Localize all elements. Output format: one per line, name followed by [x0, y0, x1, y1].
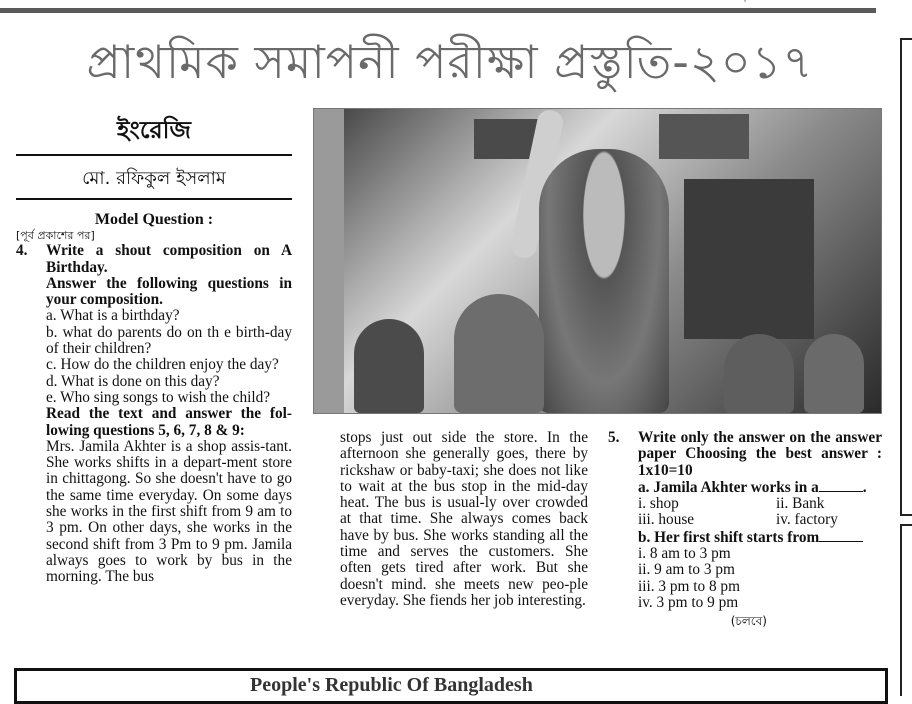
question-5 [608, 430, 882, 630]
sub-question-text: b. Her first shift starts from [638, 528, 820, 546]
photo-child [724, 334, 794, 413]
option-item: ii. 9 am to 3 pm [638, 561, 735, 579]
question-item: b. what do parents do on th e birth-day of their children? [46, 323, 292, 358]
option-item: i. 8 am to 3 pm [638, 545, 731, 563]
option-item: iv. factory [776, 511, 838, 529]
photo-blackboard [684, 179, 814, 339]
sub-question-b [638, 529, 882, 546]
subject-title: ইংরেজি [117, 116, 191, 144]
classroom-photo [313, 108, 882, 414]
sub-question-end: . [862, 478, 867, 496]
option-item: i. shop [638, 495, 679, 513]
option-item: iii. 3 pm to 8 pm [638, 577, 740, 595]
sub-question-text: a. Jamila Akhter works in a [638, 478, 819, 496]
photo-girl [539, 149, 669, 413]
photo-child [454, 294, 544, 413]
question-number: 5. [608, 429, 620, 446]
read-instruction: Read the text and answer the fol-lowing questions 5, 6, 7, 8 & 9: [46, 405, 292, 439]
question-item: c. How do the children enjoy the day? [46, 356, 279, 374]
option-item: ii. Bank [776, 495, 825, 513]
continued-note: (চলবে) [730, 614, 767, 629]
option-item: iv. 3 pm to 9 pm [638, 593, 739, 611]
passage-text: Mrs. Jamila Akhter is a shop assis-tant. She works shifts in a depart-ment store in chittagong. So she doesn't have to go the same time everyday. On some days she works in the first shift from 9 am to 3 pm. On other days, she works in the second shift from 3 Pm to 9 pm. Jamila always goes to work by bus in the morning. The bus [46, 437, 292, 586]
option-item: iii. house [638, 511, 695, 529]
adjacent-column-frame [900, 524, 912, 696]
question-title: Write only the answer on the answer paper Choosing the best answer : 1x10=10 [638, 429, 882, 479]
photo-child [354, 319, 424, 413]
photo-pillar [314, 109, 344, 413]
page-headline: প্রাথমিক সমাপনী পরীক্ষা প্রস্তুতি-২০১৭ [86, 35, 814, 89]
question-number: 4. [16, 242, 28, 260]
author-name: মো. রফিকুল ইসলাম [82, 168, 226, 189]
divider-rule [16, 198, 292, 200]
top-rule [0, 8, 876, 13]
question-4 [16, 243, 292, 585]
options-a [638, 496, 882, 529]
answer-blank [819, 479, 863, 492]
previous-note: [পূর্ব প্রকাশের পর] [16, 229, 95, 243]
sub-question-a [638, 479, 882, 496]
photo-wall-frame [659, 114, 749, 159]
photo-child [804, 334, 864, 413]
question-instruction: Answer the following questions in your composition. [46, 274, 292, 309]
column-middle [340, 430, 588, 609]
model-question-title: Model Question : [94, 211, 214, 228]
bottom-box-text: People's Republic Of Bangladesh [250, 674, 533, 696]
question-item: e. Who sing songs to wish the child? [46, 388, 271, 406]
question-title: Write a shout composition on A Birthday. [46, 242, 292, 276]
answer-blank [819, 529, 863, 542]
question-item: d. What is done on this day? [46, 372, 220, 390]
column-right [608, 430, 882, 630]
question-item: a. What is a birthday? [46, 307, 180, 325]
divider-rule [16, 154, 292, 156]
column-left [16, 212, 292, 586]
passage-text: stops just out side the store. In the afternoon she generally goes, there by rickshaw or baby-taxi; she does not like to wait at the bus stop in the mid-day heat. The bus is usual-ly over crowded at that time. She always comes back have by bus. She works standing all the time and serves the customers. She often gets tired after work. But she doesn't mind. she meets new peo-ple everyday. She fiends her job interesting. [340, 429, 588, 609]
adjacent-column-frame [900, 38, 912, 516]
